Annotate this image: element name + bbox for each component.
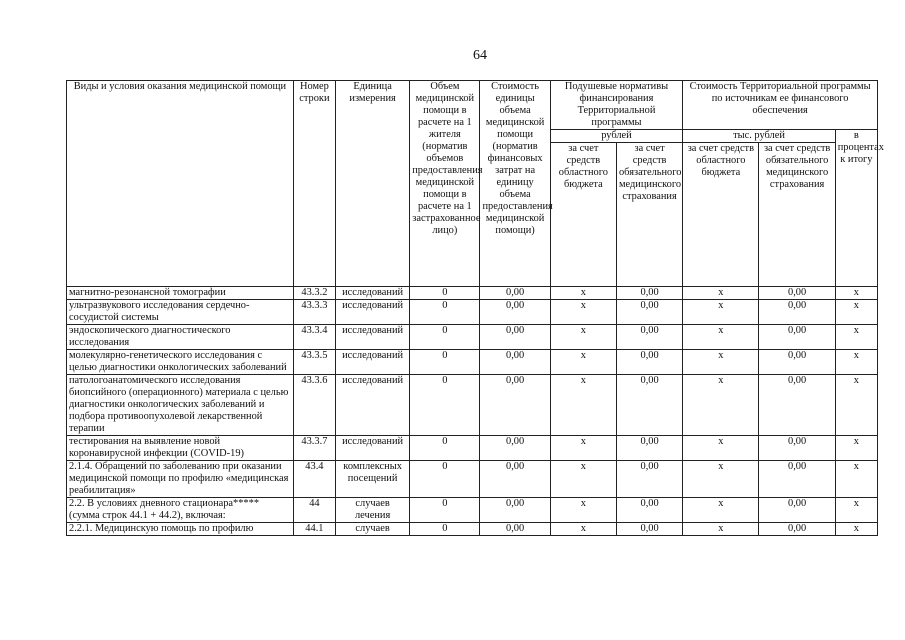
row-pc-budget: х	[550, 300, 616, 325]
header-cost: Стоимость единицы объема медицинской помощи (норматив финансовых затрат на единицу объема предоставления медицинской помощи)	[480, 81, 550, 287]
row-tc-oms: 0,00	[759, 523, 835, 536]
header-per-capita: Подушевые нормативы финансирования Территориальной программы	[550, 81, 682, 130]
table-row	[67, 287, 878, 300]
row-tc-oms: 0,00	[759, 325, 835, 350]
row-pc-budget: х	[550, 436, 616, 461]
table-row	[67, 350, 878, 375]
row-number: 43.3.7	[293, 436, 335, 461]
table-row	[67, 498, 878, 523]
row-number: 44.1	[293, 523, 335, 536]
row-tc-budget: х	[683, 498, 759, 523]
row-volume: 0	[410, 350, 480, 375]
row-volume: 0	[410, 523, 480, 536]
row-pc-oms: 0,00	[616, 287, 682, 300]
row-pc-oms: 0,00	[616, 325, 682, 350]
row-cost: 0,00	[480, 498, 550, 523]
page-number: 64	[473, 48, 487, 63]
row-volume: 0	[410, 498, 480, 523]
row-pc-budget: х	[550, 375, 616, 436]
row-unit: комплексных посещений	[335, 461, 409, 498]
row-cost: 0,00	[480, 375, 550, 436]
header-pc-budget: за счет средств областного бюджета	[550, 143, 616, 287]
table-row	[67, 325, 878, 350]
row-tc-budget: х	[683, 375, 759, 436]
row-volume: 0	[410, 300, 480, 325]
row-percent: х	[835, 461, 877, 498]
row-tc-oms: 0,00	[759, 436, 835, 461]
row-percent: х	[835, 498, 877, 523]
row-name: 2.2.1. Медицинскую помощь по профилю	[67, 523, 294, 536]
row-name: молекулярно-генетического исследования с целью диагностики онкологических заболеваний	[67, 350, 294, 375]
row-unit: исследований	[335, 436, 409, 461]
row-unit: исследований	[335, 325, 409, 350]
row-number: 43.3.6	[293, 375, 335, 436]
header-percent: в процентах к итогу	[835, 130, 877, 287]
header-tc-budget: за счет средств областного бюджета	[683, 143, 759, 287]
table-row	[67, 461, 878, 498]
table-row	[67, 436, 878, 461]
row-pc-budget: х	[550, 350, 616, 375]
row-number: 43.3.5	[293, 350, 335, 375]
row-unit: случаев лечения	[335, 498, 409, 523]
row-pc-budget: х	[550, 287, 616, 300]
row-cost: 0,00	[480, 287, 550, 300]
row-number: 43.4	[293, 461, 335, 498]
table-row	[67, 375, 878, 436]
header-unit: Единица измерения	[335, 81, 409, 287]
row-tc-budget: х	[683, 461, 759, 498]
row-pc-budget: х	[550, 523, 616, 536]
row-volume: 0	[410, 287, 480, 300]
row-volume: 0	[410, 436, 480, 461]
header-pc-oms: за счет средств обязательного медицинского страхования	[616, 143, 682, 287]
row-pc-oms: 0,00	[616, 375, 682, 436]
table-row	[67, 523, 878, 536]
row-unit: исследований	[335, 287, 409, 300]
row-tc-budget: х	[683, 300, 759, 325]
row-volume: 0	[410, 461, 480, 498]
header-kind: Виды и условия оказания медицинской помощи	[67, 81, 294, 287]
row-name: патологоанатомического исследования биопсийного (операционного) материала с целью диагностики онкологических заболеваний и подбора противоопухолевой лекарственной терапии	[67, 375, 294, 436]
row-tc-oms: 0,00	[759, 300, 835, 325]
row-name: 2.2. В условиях дневного стационара***** (сумма строк 44.1 + 44.2), включая:	[67, 498, 294, 523]
row-unit: исследований	[335, 350, 409, 375]
row-name: магнитно-резонансной томографии	[67, 287, 294, 300]
row-unit: исследований	[335, 300, 409, 325]
row-tc-oms: 0,00	[759, 287, 835, 300]
row-name: тестирования на выявление новой коронавирусной инфекции (COVID-19)	[67, 436, 294, 461]
row-pc-oms: 0,00	[616, 523, 682, 536]
row-tc-oms: 0,00	[759, 461, 835, 498]
row-cost: 0,00	[480, 300, 550, 325]
row-pc-oms: 0,00	[616, 461, 682, 498]
row-pc-oms: 0,00	[616, 436, 682, 461]
row-percent: х	[835, 287, 877, 300]
row-percent: х	[835, 436, 877, 461]
row-tc-oms: 0,00	[759, 350, 835, 375]
row-pc-oms: 0,00	[616, 350, 682, 375]
header-row-number: Номер строки	[293, 81, 335, 287]
row-percent: х	[835, 300, 877, 325]
row-tc-budget: х	[683, 436, 759, 461]
header-tc-oms: за счет средств обязательного медицинского страхования	[759, 143, 835, 287]
row-tc-budget: х	[683, 523, 759, 536]
row-percent: х	[835, 523, 877, 536]
row-name: эндоскопического диагностического исследования	[67, 325, 294, 350]
row-percent: х	[835, 375, 877, 436]
row-pc-budget: х	[550, 325, 616, 350]
row-number: 43.3.3	[293, 300, 335, 325]
row-volume: 0	[410, 325, 480, 350]
header-territorial-cost: Стоимость Территориальной программы по источникам ее финансового обеспечения	[683, 81, 878, 130]
financing-table	[66, 80, 884, 536]
row-pc-oms: 0,00	[616, 498, 682, 523]
row-percent: х	[835, 325, 877, 350]
row-unit: случаев	[335, 523, 409, 536]
row-number: 43.3.2	[293, 287, 335, 300]
row-number: 43.3.4	[293, 325, 335, 350]
header-unit-rubles: рублей	[550, 130, 682, 143]
row-name: 2.1.4. Обращений по заболеванию при оказании медицинской помощи по профилю «медицинская реабилитация»	[67, 461, 294, 498]
header-unit-thousand-rubles: тыс. рублей	[683, 130, 836, 143]
row-cost: 0,00	[480, 325, 550, 350]
row-volume: 0	[410, 375, 480, 436]
row-cost: 0,00	[480, 461, 550, 498]
row-tc-oms: 0,00	[759, 498, 835, 523]
row-name: ультразвукового исследования сердечно-сосудистой системы	[67, 300, 294, 325]
row-pc-budget: х	[550, 498, 616, 523]
row-tc-oms: 0,00	[759, 375, 835, 436]
row-cost: 0,00	[480, 523, 550, 536]
header-volume: Объем медицинской помощи в расчете на 1 жителя (норматив объемов предоставления медицинской помощи в расчете на 1 застрахованное лицо)	[410, 81, 480, 287]
row-tc-budget: х	[683, 287, 759, 300]
row-tc-budget: х	[683, 325, 759, 350]
row-pc-budget: х	[550, 461, 616, 498]
row-number: 44	[293, 498, 335, 523]
row-tc-budget: х	[683, 350, 759, 375]
table-row	[67, 300, 878, 325]
row-unit: исследований	[335, 375, 409, 436]
row-cost: 0,00	[480, 350, 550, 375]
row-pc-oms: 0,00	[616, 300, 682, 325]
row-cost: 0,00	[480, 436, 550, 461]
row-percent: х	[835, 350, 877, 375]
